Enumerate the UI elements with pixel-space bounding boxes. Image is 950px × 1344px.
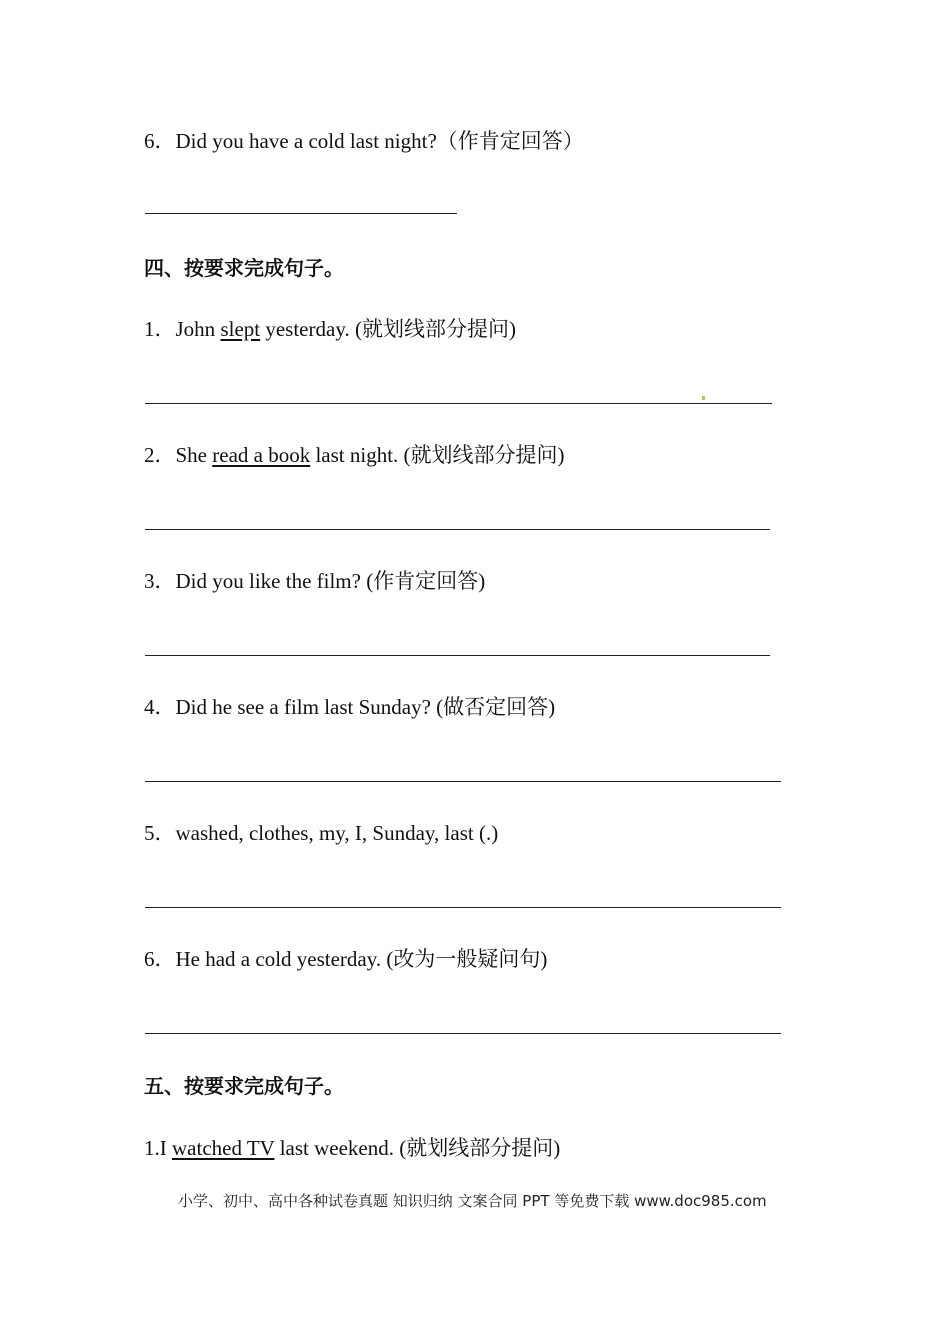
answer-line bbox=[145, 529, 770, 530]
section-heading-5: 五、按要求完成句子。 bbox=[144, 1074, 344, 1098]
question-text: last weekend. (就划线部分提问) bbox=[274, 1136, 561, 1160]
answer-line bbox=[145, 781, 781, 782]
question-4-4 bbox=[144, 694, 555, 720]
question-text: 2．She bbox=[144, 443, 213, 467]
question-text: 5．washed, clothes, my, I, Sunday, last (.) bbox=[144, 821, 499, 845]
question-text: 1．John bbox=[144, 317, 221, 341]
question-4-2 bbox=[144, 442, 565, 468]
answer-line bbox=[145, 1033, 781, 1034]
question-4-6 bbox=[144, 946, 547, 972]
answer-line bbox=[145, 907, 781, 908]
question-text: 4．Did he see a film last Sunday? (做否定回答) bbox=[144, 695, 556, 719]
question-5-1 bbox=[144, 1135, 560, 1161]
question-text: yesterday. (就划线部分提问) bbox=[260, 317, 516, 341]
question-text: 6．Did you have a cold last night?（作肯定回答） bbox=[144, 129, 584, 153]
question-text: 6．He had a cold yesterday. (改为一般疑问句) bbox=[144, 947, 548, 971]
section-heading-4: 四、按要求完成句子。 bbox=[144, 256, 344, 280]
question-text: 3．Did you like the film? (作肯定回答) bbox=[144, 569, 486, 593]
underlined-text: slept bbox=[220, 317, 261, 341]
question-text: 1.I bbox=[144, 1136, 172, 1160]
question-4-3 bbox=[144, 568, 485, 594]
mark-dot bbox=[702, 396, 705, 400]
answer-line bbox=[145, 403, 772, 404]
answer-line bbox=[145, 655, 770, 656]
underlined-text: watched TV bbox=[172, 1136, 275, 1160]
footer-text: 小学、初中、高中各种试卷真题 知识归纳 文案合同 PPT 等免费下载 www.doc985.com bbox=[178, 1192, 767, 1210]
underlined-text: read a book bbox=[212, 443, 311, 467]
question-4-1 bbox=[144, 316, 516, 342]
question-4-5 bbox=[144, 820, 498, 846]
answer-line bbox=[145, 213, 457, 214]
question-3-6 bbox=[144, 128, 584, 154]
question-text: last night. (就划线部分提问) bbox=[310, 443, 565, 467]
